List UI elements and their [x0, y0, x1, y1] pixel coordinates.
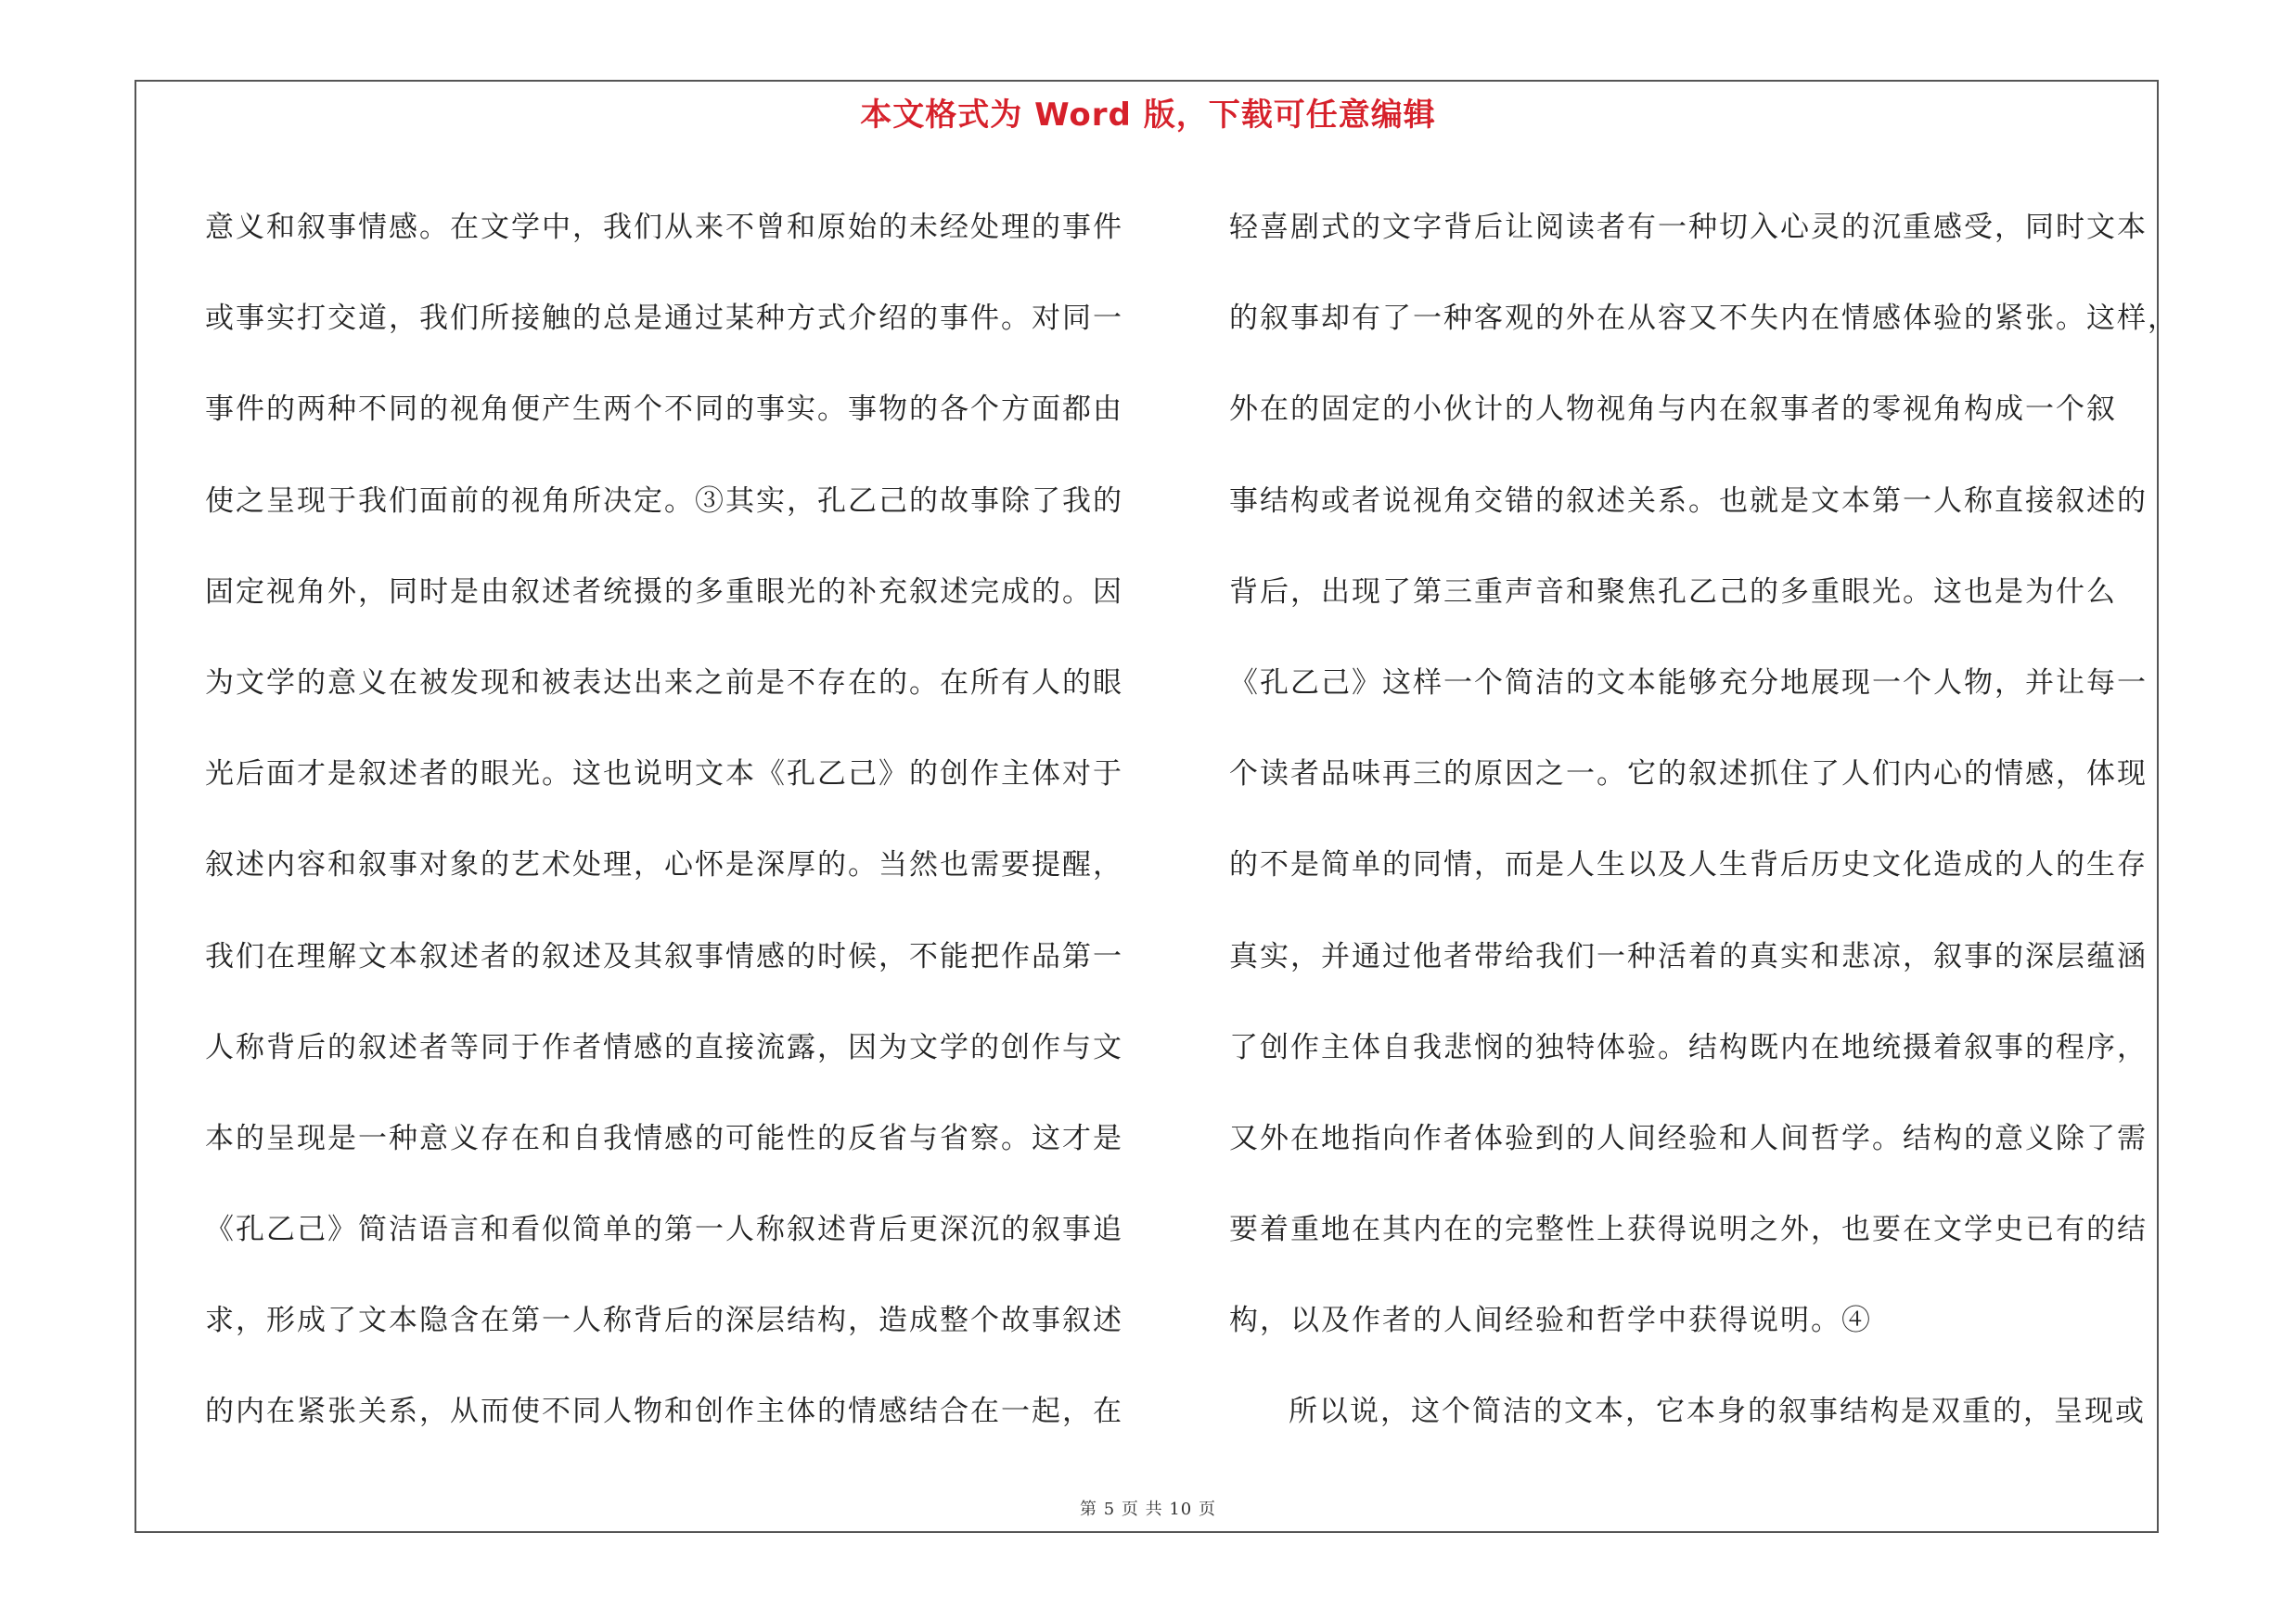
paragraph-first-line: 所以说，这个简洁的文本，它本身的叙事结构是双重的，呈现或	[1289, 1395, 2146, 1429]
paragraph-line: 固定视角外，同时是由叙述者统摄的多重眼光的补充叙述完成的。因	[205, 574, 1123, 609]
paragraph-line: 的不是简单的同情，而是人生以及人生背后历史文化造成的人的生存	[1229, 848, 2148, 882]
paragraph-line: 事件的两种不同的视角便产生两个不同的事实。事物的各个方面都由	[205, 393, 1123, 427]
paragraph-line: 轻喜剧式的文字背后让阅读者有一种切入心灵的沉重感受，同时文本	[1229, 211, 2148, 244]
paragraph-line: 意义和叙事情感。在文学中，我们从来不曾和原始的未经处理的事件	[205, 211, 1123, 244]
paragraph-line: 又外在地指向作者体验到的人间经验和人间哲学。结构的意义除了需	[1229, 1121, 2148, 1155]
paragraph-line: 人称背后的叙述者等同于作者情感的直接流露，因为文学的创作与文	[205, 1030, 1123, 1064]
paragraph-line: 外在的固定的小伙计的人物视角与内在叙事者的零视角构成一个叙	[1229, 393, 2117, 427]
paragraph-line: 《孔乙己》这样一个简洁的文本能够充分地展现一个人物，并让每一	[1229, 665, 2148, 700]
paragraph-line: 光后面才是叙述者的眼光。这也说明文本《孔乙己》的创作主体对于	[205, 757, 1123, 792]
paragraph-line: 构，以及作者的人间经验和哲学中获得说明。④	[1229, 1304, 1872, 1338]
paragraph-line: 真实，并通过他者带给我们一种活着的真实和悲凉，叙事的深层蕴涵	[1229, 939, 2148, 973]
paragraph-line: 的内在紧张关系，从而使不同人物和创作主体的情感结合在一起，在	[205, 1395, 1123, 1429]
paragraph-line: 《孔乙己》简洁语言和看似简单的第一人称叙述背后更深沉的叙事追	[205, 1213, 1123, 1247]
paragraph-line: 背后，出现了第三重声音和聚焦孔乙己的多重眼光。这也是为什么	[1229, 574, 2117, 609]
right-text-column	[1229, 182, 2178, 1458]
paragraph-line: 叙述内容和叙事对象的艺术处理，心怀是深厚的。当然也需要提醒，	[205, 848, 1123, 882]
paragraph-line: 事结构或者说视角交错的叙述关系。也就是文本第一人称直接叙述的	[1229, 483, 2148, 518]
paragraph-line: 本的呈现是一种意义存在和自我情感的可能性的反省与省察。这才是	[205, 1121, 1123, 1155]
paragraph-line: 要着重地在其内在的完整性上获得说明之外，也要在文学史已有的结	[1229, 1213, 2148, 1247]
paragraph-line: 我们在理解文本叙述者的叙述及其叙事情感的时候，不能把作品第一	[205, 939, 1123, 973]
page-number: 第 5 页 共 10 页	[1080, 1500, 1216, 1519]
paragraph-line: 的叙事却有了一种客观的外在从容又不失内在情感体验的紧张。这样，	[1229, 302, 2178, 336]
left-text-column	[205, 182, 1123, 1458]
paragraph-line: 使之呈现于我们面前的视角所决定。③其实，孔乙己的故事除了我的	[205, 483, 1123, 518]
paragraph-line: 求，形成了文本隐含在第一人称背后的深层结构，造成整个故事叙述	[205, 1304, 1123, 1338]
paragraph-line: 个读者品味再三的原因之一。它的叙述抓住了人们内心的情感，体现	[1229, 757, 2148, 792]
header-banner: 本文格式为 Word 版，下载可任意编辑	[860, 97, 1436, 134]
paragraph-line: 为文学的意义在被发现和被表达出来之前是不存在的。在所有人的眼	[205, 665, 1123, 700]
paragraph-line: 或事实打交道，我们所接触的总是通过某种方式介绍的事件。对同一	[205, 302, 1123, 336]
paragraph-line: 了创作主体自我悲悯的独特体验。结构既内在地统摄着叙事的程序，	[1229, 1030, 2148, 1064]
